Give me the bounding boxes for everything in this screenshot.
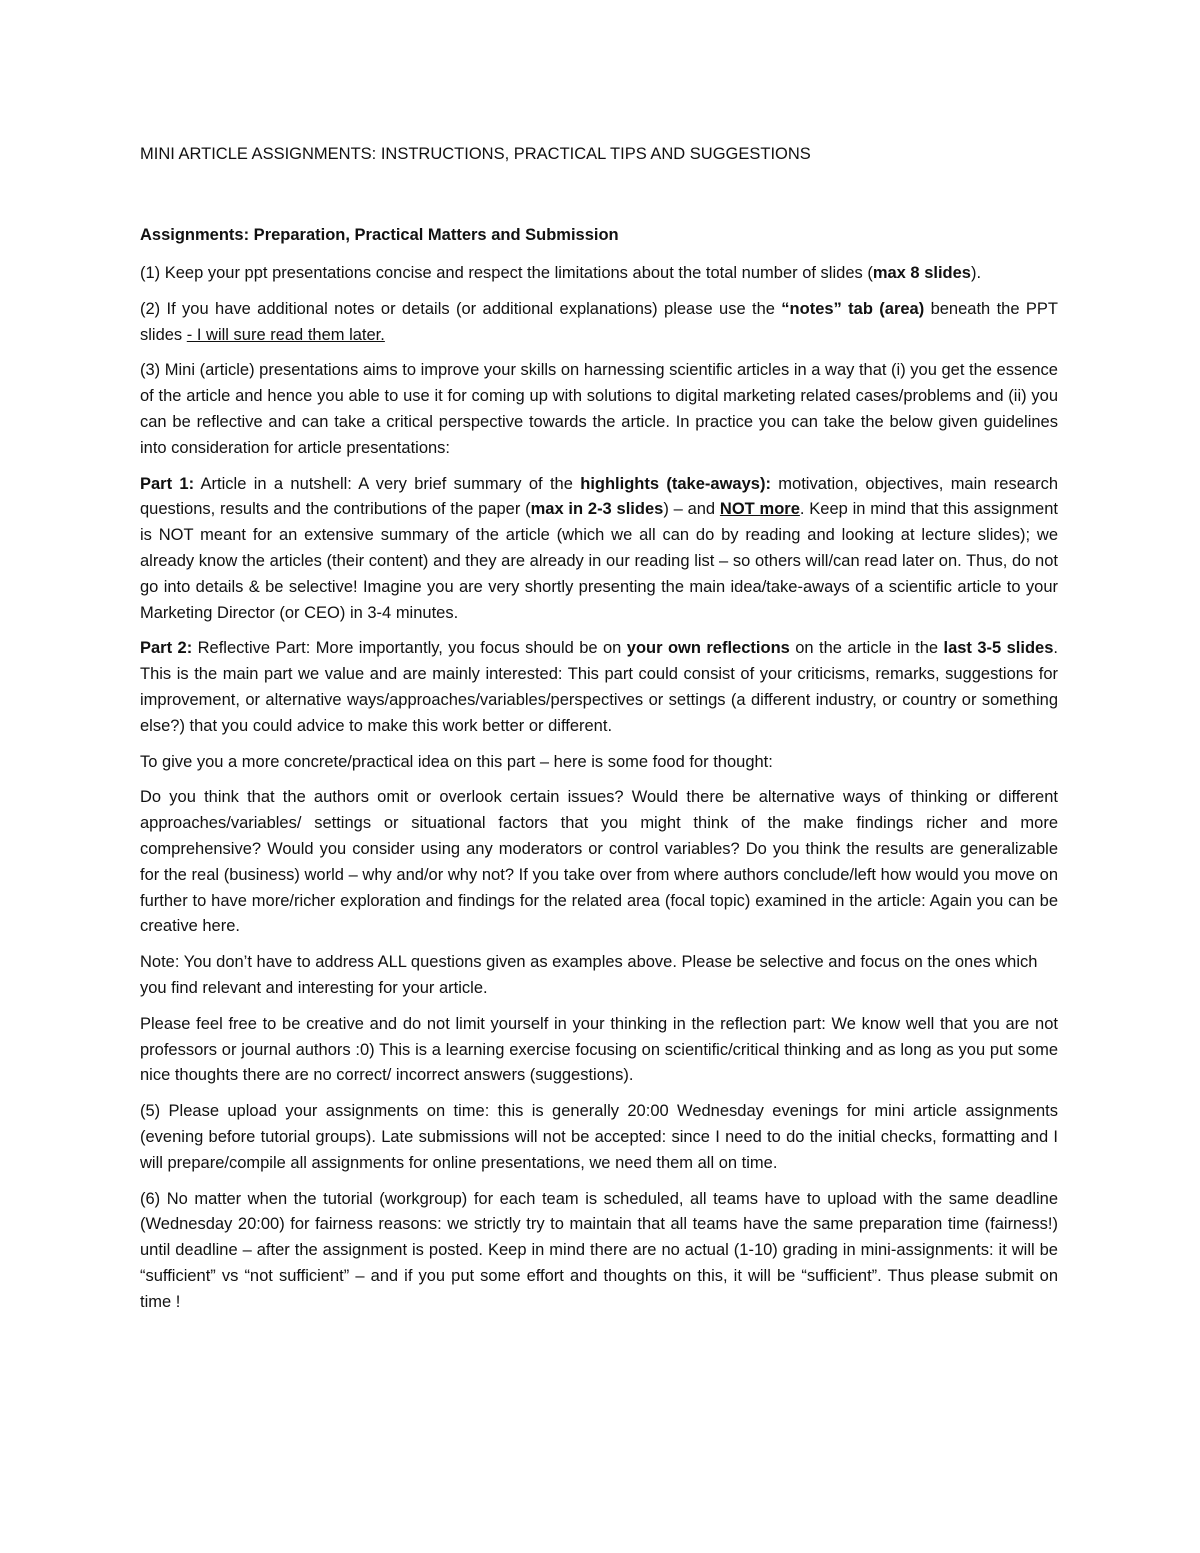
notes-tab-emphasis: “notes” tab (area) bbox=[781, 299, 925, 318]
highlights-emphasis: highlights (take-aways): bbox=[580, 474, 771, 493]
part-2-text-e: . This is the main part we value and are mainly interested: This part could consist of your criticisms, remarks, suggestions for improvement, or alternative ways/approaches/variables/perspectives or settings (a different industry, or country or something else?) that you could advice to make this work better or different. bbox=[140, 639, 1058, 735]
paragraph-1 bbox=[140, 261, 1058, 287]
part-1-paragraph bbox=[140, 472, 1058, 627]
last-slides-emphasis: last 3-5 slides bbox=[943, 639, 1054, 658]
paragraph-1-end: ). bbox=[970, 264, 982, 282]
document-title: MINI ARTICLE ASSIGNMENTS: INSTRUCTIONS, PRACTICAL TIPS AND SUGGESTIONS bbox=[140, 145, 811, 163]
part-2-text-a: Reflective Part: More importantly, you focus should be on bbox=[192, 639, 627, 658]
paragraph-2-middle: beneath the PPT slides bbox=[140, 299, 1058, 344]
part-1-text-e: ) – and bbox=[663, 500, 720, 519]
max-2-3-slides-emphasis: max in 2-3 slides bbox=[530, 500, 664, 519]
not-more-emphasis: NOT more bbox=[719, 500, 800, 519]
paragraph-2 bbox=[140, 297, 1058, 349]
part-1-text-c: motivation, objectives, main research questions, results and the contributions of the paper ( bbox=[140, 474, 1058, 519]
creative-paragraph: Please feel free to be creative and do not limit yourself in your thinking in the reflection part: We know well that you are not professors or journal authors :0) This is a learning exercise focusing on scientific/critical thinking and as long as you put some nice thoughts there are no correct/ incorrect answers (suggestions). bbox=[140, 1014, 1058, 1085]
max-slides-emphasis: max 8 slides bbox=[872, 264, 971, 282]
part-1-text-a: Article in a nutshell: A very brief summary of the bbox=[194, 474, 581, 493]
paragraph-2-text: (2) If you have additional notes or details (or additional explanations) please use the bbox=[140, 299, 782, 318]
part-1-text-g: . Keep in mind that this assignment is NOT meant for an extensive summary of the article (which we all can do by reading and looking at lecture slides); we already know the articles (their content) and they are already in our reading list – so others will/can read later on. Thus, do not go into details & be selective! Imagine you are very shortly presenting the main idea/take-aways of a scientific article to your Marketing Director (or CEO) in 3-4 minutes. bbox=[140, 500, 1058, 622]
paragraph-1-text: (1) Keep your ppt presentations concise and respect the limitations about the total number of slides ( bbox=[140, 264, 873, 282]
note-paragraph: Note: You don’t have to address ALL questions given as examples above. Please be selective and focus on the ones which you find relevant and interesting for your article. bbox=[140, 953, 1038, 997]
paragraph-6: (6) No matter when the tutorial (workgroup) for each team is scheduled, all teams have to upload with the same deadline (Wednesday 20:00) for fairness reasons: we strictly try to maintain that all teams have the same preparation time (fairness!) until deadline – after the assignment is posted. Keep in mind there are no actual (1-10) grading in mini-assignments: it will be “sufficient” vs “not sufficient” – and if you put some effort and thoughts on this, it will be “sufficient”. Thus please submit on time ! bbox=[140, 1189, 1058, 1311]
part-2-label: Part 2: bbox=[140, 639, 193, 658]
part-2-text-c: on the article in the bbox=[789, 639, 944, 658]
paragraph-3: (3) Mini (article) presentations aims to improve your skills on harnessing scientific articles in a way that (i) you get the essence of the article and hence you able to use it for coming up with solutions to digital marketing related cases/problems and (ii) you can be reflective and can take a critical perspective towards the article. In practice you can take the below given guidelines into consideration for article presentations: bbox=[140, 361, 1058, 457]
own-reflections-emphasis: your own reflections bbox=[626, 639, 790, 658]
part-2-paragraph bbox=[140, 636, 1058, 739]
paragraph-5: (5) Please upload your assignments on time: this is generally 20:00 Wednesday evenings for mini article assignments (evening before tutorial groups). Late submissions will not be accepted: since I need to do the initial checks, formatting and I will prepare/compile all assignments for online presentations, we need them all on time. bbox=[140, 1102, 1058, 1172]
food-for-thought-paragraph: To give you a more concrete/practical idea on this part – here is some food for thought: bbox=[140, 752, 773, 771]
read-later-underlined: - I will sure read them later. bbox=[186, 325, 385, 344]
section-heading: Assignments: Preparation, Practical Matters and Submission bbox=[140, 226, 619, 244]
questions-paragraph: Do you think that the authors omit or overlook certain issues? Would there be alternative ways of thinking or different approaches/variables/ settings or situational factors that you might think of the make findings richer and more comprehensive? Would you consider using any moderators or control variables? Do you think the results are generalizable for the real (business) world – why and/or why not? If you take over from where authors conclude/left how would you move on further to have more/richer exploration and findings for the related area (focal topic) examined in the article: Again you can be creative here. bbox=[140, 788, 1058, 936]
document-page bbox=[140, 142, 1058, 1325]
part-1-label: Part 1: bbox=[140, 474, 195, 493]
